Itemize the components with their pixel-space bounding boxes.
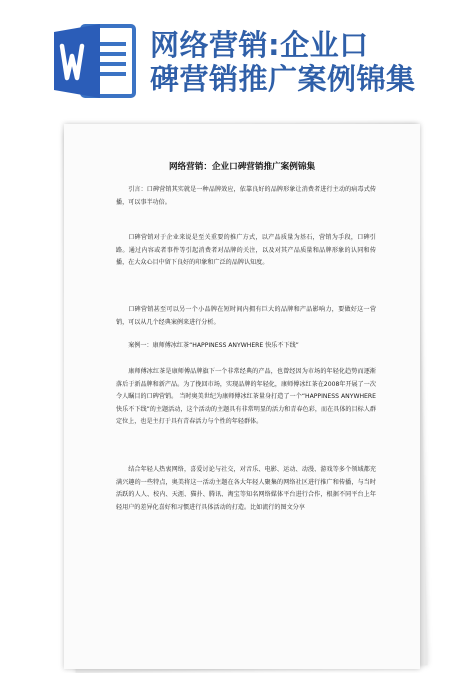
document-page	[64, 124, 420, 669]
paragraph-transition: 口碑营销甚至可以另一个小品牌在短时间内拥有巨大的品牌和产品影响力，要做好这一营销，可以从几个经典案例来进行分析。	[116, 306, 376, 326]
paragraph-intro: 引言：口碑营销其实就是一种品牌效应，依靠良好的品牌形象让消费者进行主动的病毒式传播，可以事半功倍。	[116, 186, 376, 206]
paragraph-definition: 口碑营销对于企业来说是至关重要的推广方式，以产品质量为基石，营销为手段，口碑引路。通过内容或者事件等引起消费者对品牌的关注，以及对其产品质量和品牌形象的认同和传播，在大众心目中留下良好的印象和广泛的品牌认知度。	[116, 234, 376, 267]
banner-title-line-1: 网络营销:企业口	[150, 28, 369, 62]
banner-title-line-2: 碑营销推广案例锦集	[150, 62, 416, 96]
cover-banner	[0, 0, 474, 120]
word-document-icon	[52, 20, 138, 102]
paragraph-case-heading: 案例一：康师傅冰红茶“HAPPINESS ANYWHERE 快乐不下线”	[128, 342, 299, 349]
document-title: 网络营销：企业口碑营销推广案例锦集	[168, 162, 316, 172]
paragraph-case-detail: 结合年轻人热衷网络，喜爱讨论与社交，对音乐、电影、运动、动漫、游戏等多个领域都充满兴趣的一些特点，奥美将这一活动主题在各大年轻人聚集的网络社区进行推广和传播，与当时活跃的人人、校内、天涯、猫扑、腾讯、淘宝等知名网络媒体平台进行合作，根据不同平台上年轻用户的差异化喜好和习惯进行具体活动的打造。比如流行的图文分享	[116, 466, 376, 511]
banner-title	[150, 28, 470, 96]
paragraph-case-body: 康师傅冰红茶是康师傅品牌旗下一个非常经典的产品，也曾经因为市场的年轻化趋势而逐渐落后于新品牌和新产品。为了挽回市场，实现品牌的年轻化，康师傅冰红茶在2008年开展了一次令人瞩目的口碑营销。 当时奥美世纪为康师傅冰红茶量身打造了一个“HAPPINESS ANYWHERE 快乐不下线”的主题活动，这个活动的主题具有非常明显的活力和青春色彩，而在具体的目标人群定位上，也是主打于具有青春活力与个性的年轻群体。	[116, 368, 376, 426]
